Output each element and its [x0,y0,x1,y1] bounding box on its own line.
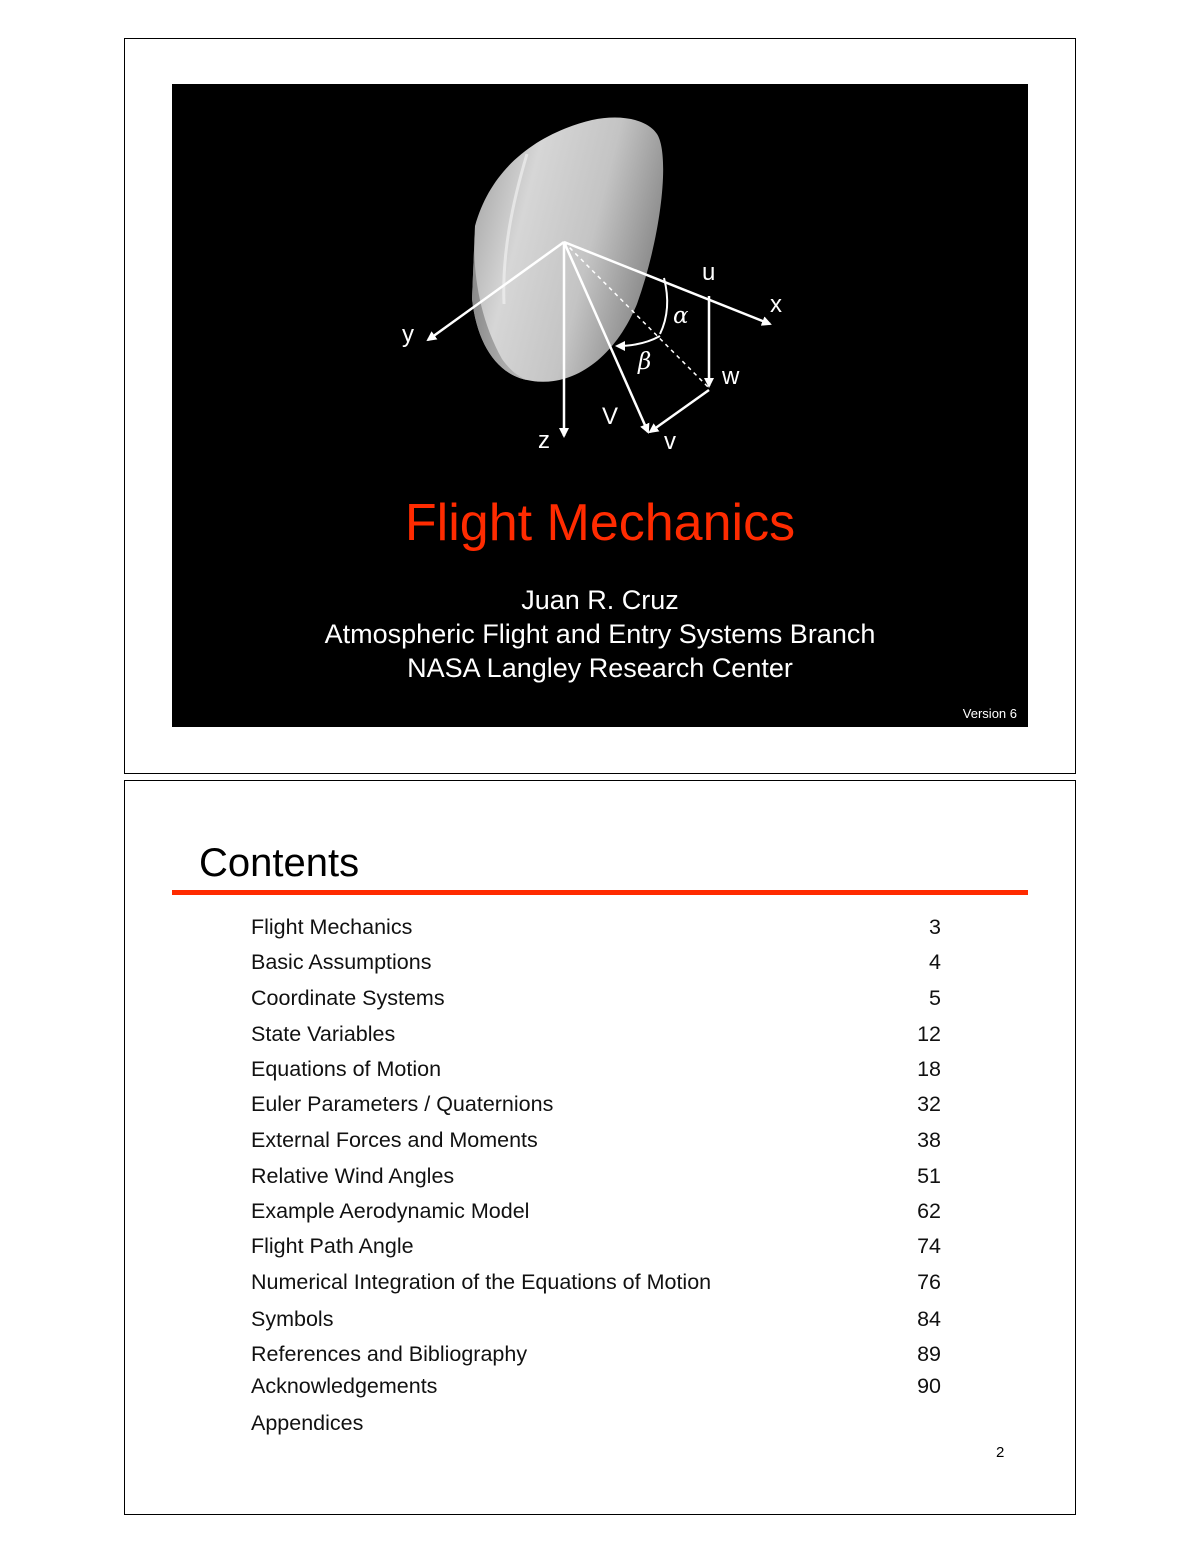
contents-heading: Contents [199,841,360,885]
toc-title: Euler Parameters / Quaternions [251,1092,554,1116]
version-label: Version 6 [962,706,1017,721]
author-name: Juan R. Cruz [521,585,679,615]
v-component [650,390,709,432]
toc-row [251,947,941,977]
toc-row [251,1161,941,1191]
toc-title: Acknowledgements [251,1374,438,1398]
toc-title: Basic Assumptions [251,950,432,974]
toc-title: Relative Wind Angles [251,1164,455,1188]
toc-row [251,983,941,1013]
toc-row [251,1339,941,1369]
toc-page: 62 [917,1199,941,1223]
toc-row [251,1054,941,1084]
toc-title: Example Aerodynamic Model [251,1199,530,1223]
toc-title: External Forces and Moments [251,1128,538,1152]
toc-title: State Variables [251,1022,396,1046]
author-branch: Atmospheric Flight and Entry Systems Branch [324,619,876,649]
u-label: u [702,259,716,286]
toc-title: Symbols [251,1307,334,1331]
z-label: z [538,427,550,454]
toc-row [251,1371,941,1401]
toc-page: 3 [929,915,941,939]
v-label: v [664,428,676,455]
toc-row [251,1304,941,1334]
x-label: x [770,291,782,318]
toc-page: 74 [917,1234,941,1258]
beta-arc [617,336,660,346]
toc-row [251,1089,941,1119]
toc-row [251,1408,941,1438]
toc-page: 12 [917,1022,941,1046]
author-center: NASA Langley Research Center [407,653,793,683]
toc-page: 5 [929,986,941,1010]
toc-page: 38 [917,1128,941,1152]
beta-label: β [638,349,652,375]
w-label: w [722,363,740,390]
toc-page: 18 [917,1057,941,1081]
toc-row [251,912,941,942]
toc-title: Coordinate Systems [251,986,445,1010]
toc-page: 32 [917,1092,941,1116]
toc-page: 76 [917,1270,941,1294]
alpha-arc [660,278,667,334]
page-number: 2 [996,1444,1005,1461]
toc-page: 4 [929,950,941,974]
contents-rule [172,890,1028,895]
toc-page: 84 [917,1307,941,1331]
toc-page: 90 [917,1374,941,1398]
velocity-label: V [602,403,619,430]
toc-row [251,1019,941,1049]
title-slide [172,84,1028,727]
toc-row [251,1231,941,1261]
toc-title: Flight Mechanics [251,915,413,939]
toc-title: Appendices [251,1411,364,1435]
alpha-label: α [673,303,689,329]
toc-title: Equations of Motion [251,1057,442,1081]
toc-row [251,1267,941,1297]
slide-title: Flight Mechanics [404,494,796,552]
y-label: y [402,321,414,348]
toc-title: Flight Path Angle [251,1234,414,1258]
toc-title: References and Bibliography [251,1342,528,1366]
toc-page: 89 [917,1342,941,1366]
toc-row [251,1196,941,1226]
toc-title: Numerical Integration of the Equations of Motion [251,1270,712,1294]
toc-page: 51 [917,1164,941,1188]
toc-row [251,1125,941,1155]
